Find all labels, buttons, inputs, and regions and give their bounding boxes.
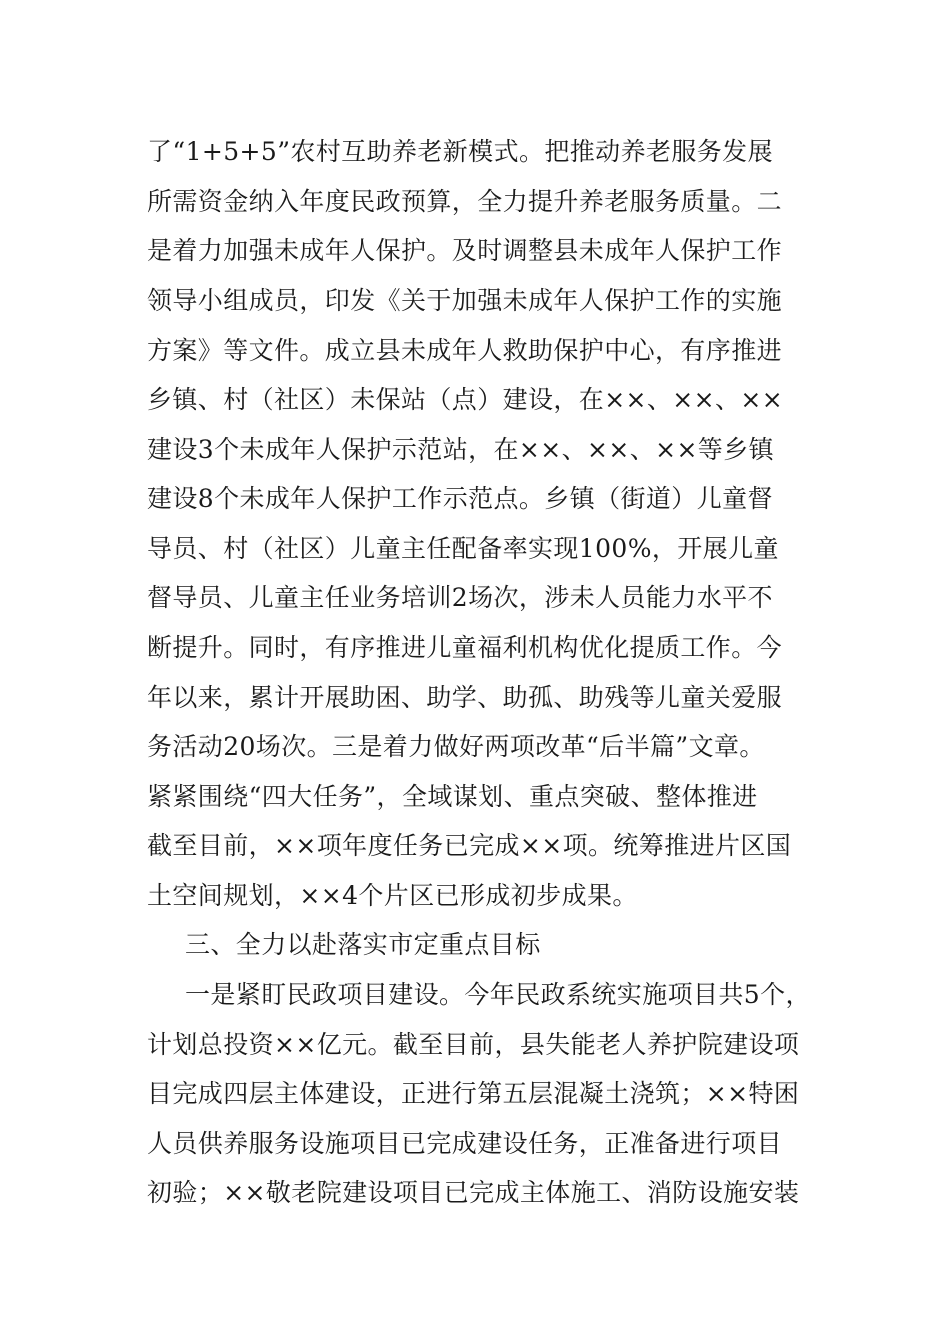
text-line: 年以来，累计开展助困、助学、助孤、助残等儿童关爱服 bbox=[147, 683, 783, 712]
text-line: 紧紧围绕“四大任务”，全域谋划、重点突破、整体推进 bbox=[147, 782, 758, 811]
text-line: 土空间规划，××4个片区已形成初步成果。 bbox=[147, 881, 638, 910]
text-line: 乡镇、村（社区）未保站（点）建设，在××、××、×× bbox=[147, 385, 784, 414]
text-line: 目完成四层主体建设，正进行第五层混凝土浇筑；××特困 bbox=[147, 1079, 800, 1108]
paragraph-first-line: 一是紧盯民政项目建设。今年民政系统实施项目共5个， bbox=[185, 980, 811, 1009]
text-line: 建设3个未成年人保护示范站，在××、××、××等乡镇 bbox=[147, 435, 774, 464]
text-line: 导员、村（社区）儿童主任配备率实现100%，开展儿童 bbox=[147, 534, 779, 563]
text-line: 建设8个未成年人保护工作示范点。乡镇（街道）儿童督 bbox=[147, 484, 773, 513]
text-line: 人员供养服务设施项目已完成建设任务，正准备进行项目 bbox=[147, 1129, 783, 1158]
text-line: 初验；××敬老院建设项目已完成主体施工、消防设施安装 bbox=[147, 1178, 800, 1207]
text-line: 截至目前，××项年度任务已完成××项。统筹推进片区国 bbox=[147, 831, 792, 860]
text-line: 督导员、儿童主任业务培训2场次，涉未人员能力水平不 bbox=[147, 583, 773, 612]
text-line: 计划总投资××亿元。截至目前，县失能老人养护院建设项 bbox=[147, 1030, 800, 1059]
text-line: 断提升。同时，有序推进儿童福利机构优化提质工作。今 bbox=[147, 633, 783, 662]
text-line: 了“1+5+5”农村互助养老新模式。把推动养老服务发展 bbox=[147, 137, 773, 166]
text-line: 所需资金纳入年度民政预算，全力提升养老服务质量。二 bbox=[147, 187, 783, 216]
text-line: 务活动20场次。三是着力做好两项改革“后半篇”文章。 bbox=[147, 732, 765, 761]
text-line: 是着力加强未成年人保护。及时调整县未成年人保护工作 bbox=[147, 236, 783, 265]
text-line: 领导小组成员，印发《关于加强未成年人保护工作的实施 bbox=[147, 286, 783, 315]
section-heading: 三、全力以赴落实市定重点目标 bbox=[185, 930, 541, 959]
text-line: 方案》等文件。成立县未成年人救助保护中心，有序推进 bbox=[147, 336, 783, 365]
